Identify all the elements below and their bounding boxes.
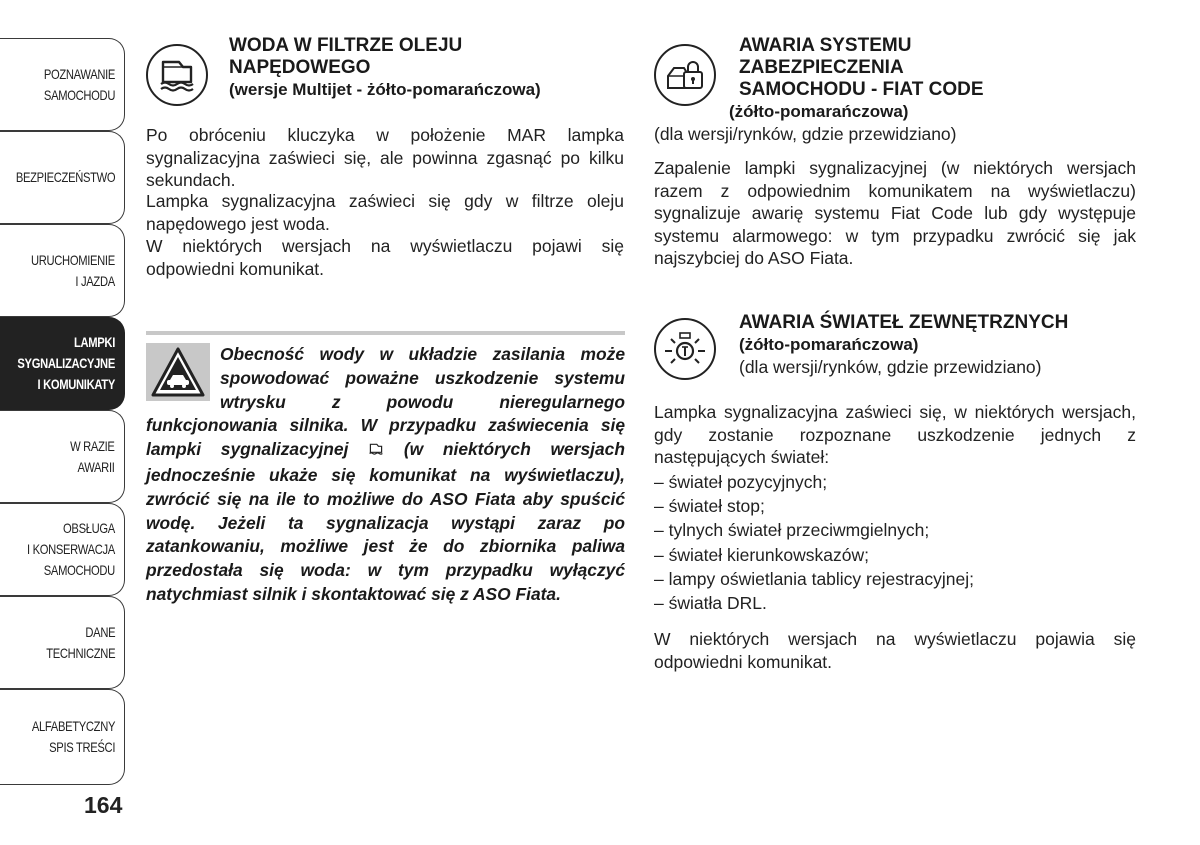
fiat-code-title-line1: AWARIA SYSTEMU (739, 35, 912, 56)
tab-label: DANE TECHNICZNE (46, 623, 115, 661)
tab-label: LAMPKI SYGNALIZACYJNE I KOMUNIKATY (17, 334, 115, 392)
fiat-code-para1: Zapalenie lampki sygnalizacyjnej (w niektórych wersjach razem z odpowiednim komunikatem na wyświetlaczu) sygnalizuje awarię systemu Fiat Code lub gdy występuje systemu alarmowego: w tym przypadku zwrócić się jak najszybciej do ASO Fiata. (654, 158, 1136, 269)
fiat-code-note: (dla wersji/rynków, gdzie przewidziano) (654, 124, 957, 144)
warning-divider (146, 331, 625, 335)
water-filter-subtitle: (wersje Multijet - żółto-pomarańczowa) (229, 80, 541, 99)
tab-label: BEZPIECZEŃSTWO (15, 169, 115, 185)
tab-alfabetyczny-spis-tresci[interactable] (0, 689, 125, 785)
exterior-lights-para2: W niektórych wersjach na wyświetlaczu pojawia się odpowiedni komunikat. (654, 629, 1136, 672)
exterior-lights-subtitle: (żółto-pomarańczowa) (739, 335, 919, 354)
water-filter-title-line2: NAPĘDOWEGO (229, 57, 371, 78)
tab-poznawanie-samochodu[interactable] (0, 38, 125, 131)
list-item: – świateł pozycyjnych; (654, 472, 828, 492)
tab-uruchomienie-i-jazda[interactable] (0, 224, 125, 317)
water-filter-heading (229, 35, 629, 101)
water-filter-para2: Lampka sygnalizacyjna zaświeci się gdy w filtrze oleju napędowego jest woda. (146, 191, 624, 234)
exterior-lights-para1: Lampka sygnalizacyjna zaświeci się, w niektórych wersjach, gdy zostanie rozpoznane uszkodzenie jednych z następujących świateł: (654, 402, 1136, 468)
fiat-code-subtitle: (żółto-pomarańczowa) (729, 102, 909, 121)
fiat-code-heading (739, 35, 1139, 101)
list-item: – tylnych świateł przeciwmgielnych; (654, 520, 930, 541)
list-item: – lampy oświetlania tablicy rejestracyjnej; (654, 568, 974, 589)
water-filter-para1: Po obróceniu kluczyka w położenie MAR lampka sygnalizacyjna zaświeci się, ale powinna zgasnąć po kilku sekundach. (146, 125, 624, 191)
tab-obsluga-i-konserwacja[interactable] (0, 503, 125, 596)
tab-dane-techniczne[interactable] (0, 596, 125, 689)
list-item: – świateł kierunkowskazów; (654, 544, 869, 565)
exterior-lights-title: AWARIA ŚWIATEŁ ZEWNĘTRZNYCH (739, 312, 1069, 333)
tab-label: POZNAWANIE SAMOCHODU (43, 65, 115, 103)
exterior-lights-list (654, 470, 1136, 615)
page-number: 164 (84, 792, 123, 818)
tab-lampki-sygnalizacyjne[interactable] (0, 317, 125, 410)
car-key-lock-icon (654, 44, 716, 106)
water-filter-warning (146, 343, 625, 607)
tab-label: OBSŁUGA I KONSERWACJA SAMOCHODU (27, 520, 115, 578)
warning-float-spacer (146, 343, 220, 413)
warning-text-part2: (w niektórych wersjach jednocześnie ukaże się komunikat na wyświetlaczu), zwrócić się na ile to możliwe do ASO Fiata aby spuścić wodę. Jeżeli ta sygnalizacja wystąpi zaraz po zatankowaniu, możliwe jest że do zbiornika paliwa przedostała się woda: w tym przypadku wyłączyć natychmiast silnik i skontaktować się z ASO Fiata. (146, 439, 625, 604)
tab-bezpieczenstwo[interactable] (0, 131, 125, 224)
tab-w-razie-awarii[interactable] (0, 410, 125, 503)
warning-text-part1: Obecność wody w układzie zasilania może spowodować poważne uszkodzenie systemu wtrysku z powodu nieregularnego funkcjonowania silnika. W przypadku zaświecenia się lampki sygnalizacyjnej (146, 344, 625, 460)
water-in-fuel-filter-icon (368, 440, 384, 464)
tab-label: ALFABETYCZNY SPIS TREŚCI (31, 718, 115, 755)
list-item: – światła DRL. (654, 593, 767, 614)
exterior-lights-heading (739, 312, 1149, 356)
water-in-fuel-filter-icon (146, 44, 208, 106)
water-filter-para3: W niektórych wersjach na wyświetlaczu pojawi się odpowiedni komunikat. (146, 236, 624, 279)
exterior-light-fault-icon (654, 318, 716, 380)
fiat-code-title-line2: ZABEZPIECZENIA (739, 57, 904, 78)
fiat-code-title-line3: SAMOCHODU - FIAT CODE (739, 79, 984, 100)
list-item: – świateł stop; (654, 496, 765, 517)
tab-label: W RAZIE AWARII (70, 437, 115, 475)
tab-label: URUCHOMIENIE I JAZDA (31, 251, 115, 289)
water-filter-title-line1: WODA W FILTRZE OLEJU (229, 35, 463, 56)
exterior-lights-note: (dla wersji/rynków, gdzie przewidziano) (739, 357, 1042, 377)
